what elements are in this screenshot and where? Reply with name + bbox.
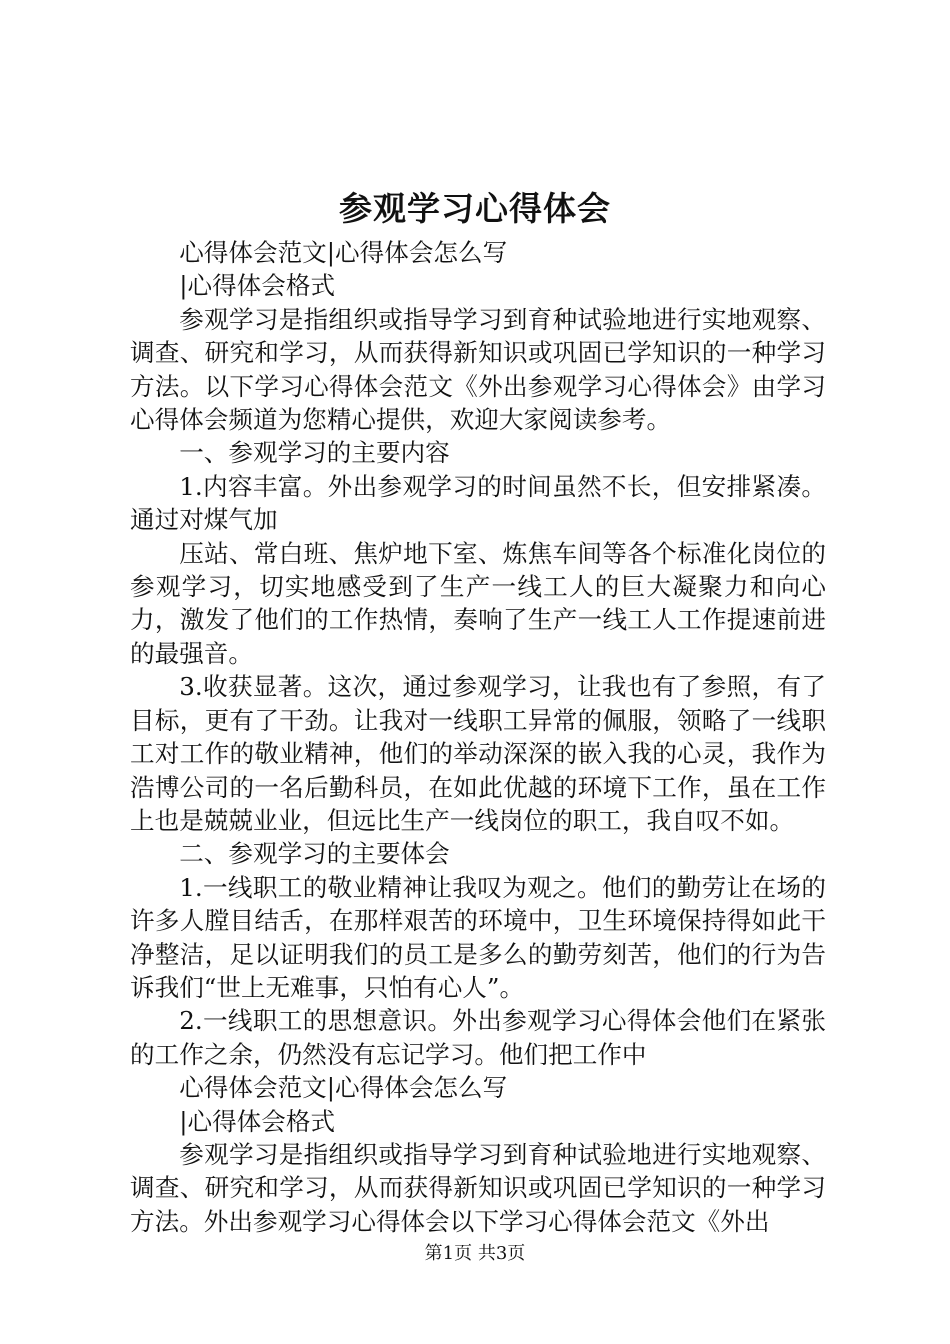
paragraph: 3.收获显著。这次，通过参观学习，让我也有了参照，有了目标，更有了干劲。让我对一线职工异常的佩服，领略了一线职工对工作的敬业精神，他们的举动深深的嵌入我的心灵，我作为浩博公司的一名后勤科员，在如此优越的环境下工作，虽在工作上也是兢兢业业，但远比生产一线岗位的职工，我自叹不如。 (130, 672, 826, 835)
paragraph: 参观学习是指组织或指导学习到育种试验地进行实地观察、调查、研究和学习，从而获得新知识或巩固已学知识的一种学习方法。以下学习心得体会范文《外出参观学习心得体会》由学习心得体会频道为您精心提供，欢迎大家阅读参考。 (130, 304, 826, 435)
page-footer: 第1页 共3页 (424, 1243, 526, 1264)
paragraph: 参观学习是指组织或指导学习到育种试验地进行实地观察、调查、研究和学习，从而获得新知识或巩固已学知识的一种学习方法。外出参观学习心得体会以下学习心得体会范文《外出 (130, 1139, 826, 1236)
paragraph: 1.内容丰富。外出参观学习的时间虽然不长，但安排紧凑。通过对煤气加 (130, 471, 826, 535)
section-heading: 一、参观学习的主要内容 (179, 438, 450, 468)
paragraph: 心得体会范文|心得体会怎么写 (179, 1073, 508, 1103)
document-title: 参观学习心得体会 (339, 189, 611, 228)
paragraph: 压站、常白班、焦炉地下室、炼焦车间等各个标准化岗位的参观学习，切实地感受到了生产一线工人的巨大凝聚力和向心力，激发了他们的工作热情，奏响了生产一线工人工作提速前进的最强音。 (130, 538, 826, 668)
paragraph: 心得体会范文|心得体会怎么写 (179, 238, 508, 267)
document-body (130, 236, 826, 1238)
paragraph: 2.一线职工的思想意识。外出参观学习心得体会他们在紧张的工作之余，仍然没有忘记学习。他们把工作中 (130, 1006, 826, 1069)
paragraph: |心得体会格式 (179, 271, 336, 301)
paragraph: 1.一线职工的敬业精神让我叹为观之。他们的勤劳让在场的许多人膛目结舌，在那样艰苦的环境中，卫生环境保持得如此干净整洁，足以证明我们的员工是多么的勤劳刻苦，他们的行为告诉我们“世上无难事，只怕有心人”。 (130, 872, 826, 1002)
paragraph: |心得体会格式 (179, 1106, 336, 1136)
section-heading: 二、参观学习的主要体会 (179, 839, 450, 869)
